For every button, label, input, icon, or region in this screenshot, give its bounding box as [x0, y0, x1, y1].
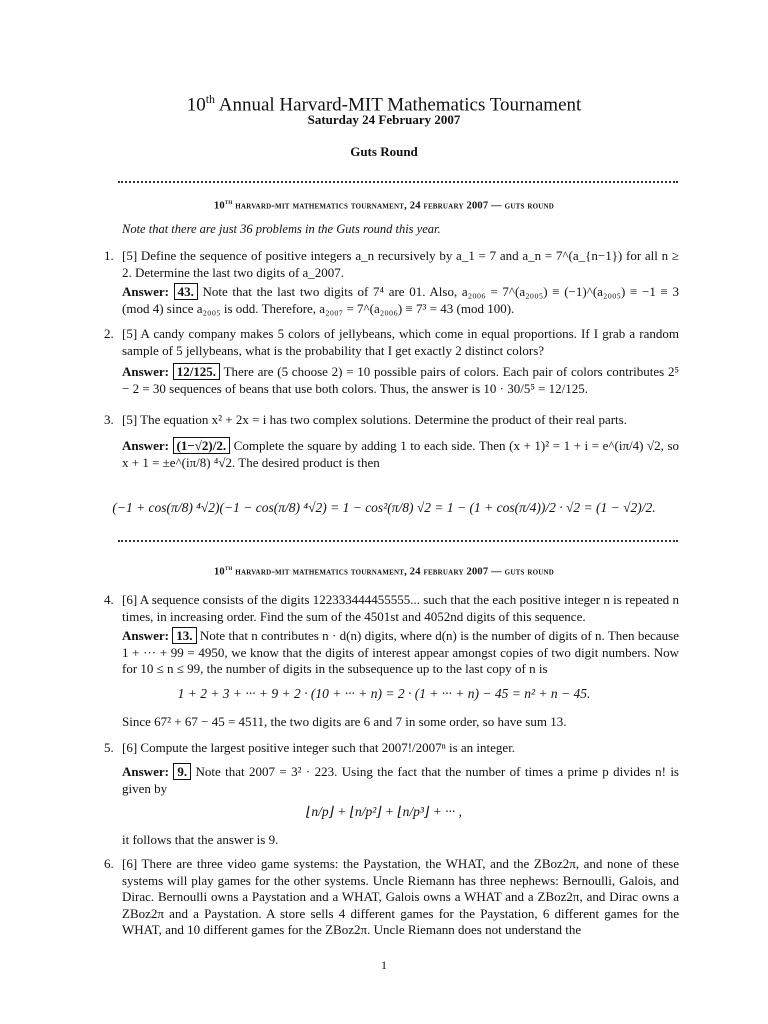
- answer-box: (1−√2)/2.: [173, 437, 231, 454]
- display-equation: ⌊n/p⌋ + ⌊n/p²⌋ + ⌊n/p³⌋ + ··· ,: [306, 804, 462, 819]
- answer-conclusion: it follows that the answer is 9.: [122, 832, 279, 847]
- answer-text: Note that n contributes n · d(n) digits, where d(n) is the number of digits of n. Then because 1 + ··· + 99 = 4950, we know that the digits of interest appear amongst copies of two digit numbers. Now for 10 ≤ n ≤ 99, the number of digits in the subsequence up to the last copy of n is: [122, 628, 679, 676]
- problem-1: 1. [5] Define the sequence of positive integers a_n recursively by a_1 = 7 and a_n = 7^(a_{n−1}) for all n ≥ 2. Determine the last two digits of a_2007.: [104, 248, 679, 280]
- problem-text: [5] Define the sequence of positive integers a_n recursively by a_1 = 7 and a_n = 7^(a_{n−1}) for all n ≥ 2. Determine the last two digits of a_2007.: [122, 248, 679, 280]
- problem-5: 5. [6] Compute the largest positive integer such that 2007!/2007ⁿ is an integer.: [104, 740, 679, 757]
- page-title: 10th Annual Harvard-MIT Mathematics Tournament: [186, 92, 582, 116]
- problem-text: [6] There are three video game systems: the Paystation, the WHAT, and the ZBoz2π, and none of these systems will play games for the other systems. Uncle Riemann has three nephews: Bernoulli, Galois, and Dirac. Bernoulli owns a Paystation and a WHAT, Galois owns a WHAT and a ZBoz2π, and Dirac owns a ZBoz2π and a Paystation. A store sells 4 different games for the Paystation, 6 different games for the WHAT, and 10 different games for the ZBoz2π. Uncle Riemann does not understand the: [122, 856, 679, 937]
- problem-4: 4. [6] A sequence consists of the digits 122333444455555... such that the each positive integer n is repeated n times, in increasing order. Find the sum of the 4501st and 4052nd digits of this sequence.: [104, 592, 679, 624]
- display-equation: (−1 + cos(π/8) ⁴√2)(−1 − cos(π/8) ⁴√2) = 1 − cos²(π/8) √2 = 1 − (1 + cos(π/4))/2 · √2 = (1 − √2)/2.: [112, 500, 656, 515]
- answer-box: 12/125.: [173, 363, 220, 380]
- answer-text: Note that the last two digits of 7⁴ are 01. Also, a₂₀₀₆ = 7^(a₂₀₀₅) ≡ (−1)^(a₂₀₀₅) ≡ −1 ≡ 3 (mod 4) since a₂₀₀₅ is odd. Therefore, a₂₀₀₇ = 7^(a₂₀₀₆) ≡ 7³ = 43 (mod 100).: [122, 284, 679, 316]
- answer-text: There are (5 choose 2) = 10 possible pairs of colors. Each pair of colors contributes 2⁵ − 2 = 30 sequences of beans that use both colors. Thus, the answer is 10 · 30/5⁵ = 12/125.: [122, 364, 680, 396]
- round-note: Note that there are just 36 problems in the Guts round this year.: [122, 222, 441, 236]
- page-number: 1: [381, 958, 387, 972]
- answer-conclusion: Since 67² + 67 − 45 = 4511, the two digits are 6 and 7 in some order, so have sum 13.: [122, 714, 567, 729]
- answer-5: Answer: 9. Note that 2007 = 3² · 223. Using the fact that the number of times a prime p divides n! is given by: [122, 764, 679, 796]
- problem-2: 2. [5] A candy company makes 5 colors of jellybeans, which come in equal proportions. If I grab a random sample of 5 jellybeans, what is the probability that I get exactly 2 distinct colors?: [104, 326, 679, 358]
- dotted-divider: [118, 181, 678, 183]
- running-head: 10th harvard-mit mathematics tournament, 24 february 2007 — guts round: [213, 198, 555, 212]
- problem-6: 6. [6] There are three video game systems: the Paystation, the WHAT, and the ZBoz2π, and none of these systems will play games for the other systems. Uncle Riemann has three nephews: Bernoulli, Galois, and Dirac. Bernoulli owns a Paystation and a WHAT, Galois owns a WHAT and a ZBoz2π, and Dirac owns a ZBoz2π and a Paystation. A store sells 4 different games for the Paystation, 6 different games for the WHAT, and 10 different games for the ZBoz2π. Uncle Riemann does not understand the: [104, 856, 679, 937]
- problem-3: 3. [5] The equation x² + 2x = i has two complex solutions. Determine the product of their real parts.: [104, 412, 679, 429]
- answer-2: Answer: 12/125. There are (5 choose 2) = 10 possible pairs of colors. Each pair of colors contributes 2⁵ − 2 = 30 sequences of beans that use both colors. Thus, the answer is 10 · 30/5⁵ = 12/125.: [122, 364, 680, 396]
- answer-3: Answer: (1−√2)/2. Complete the square by adding 1 to each side. Then (x + 1)² = 1 + i = e^(iπ/4) √2, so x + 1 = ±e^(iπ/8) ⁴√2. The desired product is then: [122, 438, 680, 470]
- answer-1: Answer: 43. Note that the last two digits of 7⁴ are 01. Also, a₂₀₀₆ = 7^(a₂₀₀₅) ≡ (−1)^(a₂₀₀₅) ≡ −1 ≡ 3 (mod 4) since a₂₀₀₅ is odd. Therefore, a₂₀₀₇ = 7^(a₂₀₀₆) ≡ 7³ = 43 (mod 100).: [122, 284, 679, 316]
- problem-text: [5] A candy company makes 5 colors of jellybeans, which come in equal proportions. If I grab a random sample of 5 jellybeans, what is the probability that I get exactly 2 distinct colors?: [122, 326, 679, 358]
- answer-box: 9.: [173, 763, 191, 780]
- problem-text: [6] Compute the largest positive integer such that 2007!/2007ⁿ is an integer.: [122, 740, 516, 755]
- dotted-divider: [118, 540, 678, 542]
- problem-text: [6] A sequence consists of the digits 122333444455555... such that the each positive integer n is repeated n times, in increasing order. Find the sum of the 4501st and 4052nd digits of this sequence.: [122, 592, 679, 624]
- answer-box: 43.: [174, 283, 198, 300]
- tournament-date: Saturday 24 February 2007: [307, 112, 461, 127]
- display-equation: 1 + 2 + 3 + ··· + 9 + 2 · (10 + ··· + n) = 2 · (1 + ··· + n) − 45 = n² + n − 45.: [177, 686, 591, 701]
- running-head: 10th harvard-mit mathematics tournament, 24 february 2007 — guts round: [213, 564, 555, 578]
- answer-box: 13.: [172, 627, 196, 644]
- answer-text: Note that 2007 = 3² · 223. Using the fact that the number of times a prime p divides n! is given by: [122, 764, 679, 796]
- answer-4: Answer: 13. Note that n contributes n · d(n) digits, where d(n) is the number of digits of n. Then because 1 + ··· + 99 = 4950, we know that the digits of interest appear amongst copies of two digit numbers. Now for 10 ≤ n ≤ 99, the number of digits in the subsequence up to the last copy of n is: [122, 628, 679, 676]
- problem-text: [5] The equation x² + 2x = i has two complex solutions. Determine the product of their real parts.: [122, 412, 627, 427]
- answer-text: Complete the square by adding 1 to each side. Then (x + 1)² = 1 + i = e^(iπ/4) √2, so x + 1 = ±e^(iπ/8) ⁴√2. The desired product is then: [122, 438, 680, 470]
- round-name: Guts Round: [350, 144, 418, 159]
